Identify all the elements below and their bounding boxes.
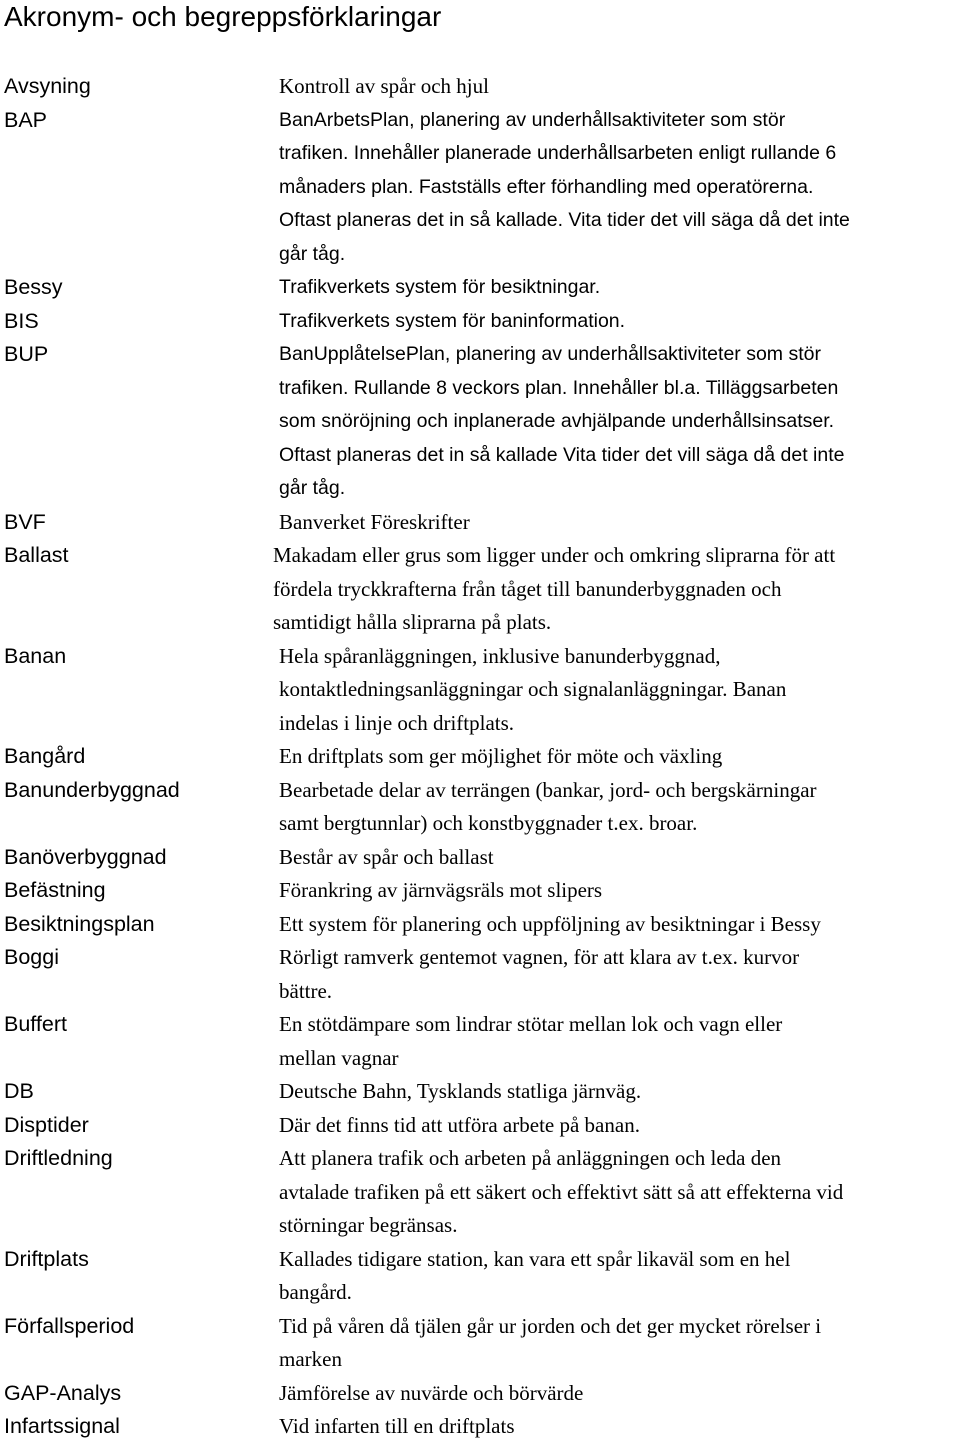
definition: Kallades tidigare station, kan vara ett spår likaväl som en hel bangård. (279, 1246, 791, 1304)
term: Förfallsperiod (4, 1313, 135, 1338)
page-title: Akronym- och begreppsförklaringar (4, 1, 442, 32)
term: Disptider (4, 1112, 89, 1137)
term: Ballast (4, 543, 69, 567)
definition: BanUpplåtelsePlan, planering av underhållsaktiviteter som stör trafiken. Rullande 8 veckors plan. Innehåller bl.a. Tilläggsarbeten som snöröjning och inplanerade avhjälpande underhållsinsatser. Oftast planeras det in så kallade Vita tider det vill säga då det inte går tåg. (279, 343, 845, 499)
glossary-entry-bup (0, 338, 960, 506)
definition: Hela spåranläggningen, inklusive banunderbyggnad, kontaktledningsanläggningar och signalanläggningar. Banan indelas i linje och driftplats. (279, 643, 787, 735)
glossary-entry-disptider (0, 1109, 960, 1143)
glossary-entry-ballast (0, 539, 960, 640)
glossary-entry-driftledning (0, 1142, 960, 1243)
definition: Kontroll av spår och hjul (279, 74, 489, 98)
definition: Trafikverkets system för baninformation. (279, 309, 626, 332)
term: BAP (4, 107, 48, 132)
definition: Rörligt ramverk gentemot vagnen, för att klara av t.ex. kurvor bättre. (279, 945, 800, 1003)
glossary-entry-bvf (0, 506, 960, 540)
definition: En stötdämpare som lindrar stötar mellan lok och vagn eller mellan vagnar (279, 1012, 783, 1070)
definition: Att planera trafik och arbeten på anläggningen och leda den avtalade trafiken på ett säkert och effektivt sätt så att effekterna vid störningar begränsas. (279, 1146, 844, 1237)
glossary-entry-avsyning (0, 70, 960, 104)
term: Avsyning (4, 74, 91, 98)
definition: Förankring av järnvägsräls mot slipers (279, 878, 603, 902)
term: Banan (4, 643, 67, 668)
term: Banöverbyggnad (4, 844, 167, 869)
term: Infartssignal (4, 1414, 120, 1438)
glossary-entry-befastning (0, 874, 960, 908)
definition: Tid på våren då tjälen går ur jorden och det ger mycket rörelser i marken (279, 1313, 822, 1371)
term: Boggi (4, 945, 59, 969)
definition: Ett system för planering och uppföljning av besiktningar i Bessy (279, 911, 821, 936)
term: Bessy (4, 275, 63, 299)
term: BIS (4, 308, 39, 333)
term: Banunderbyggnad (4, 777, 180, 802)
term: GAP-Analys (4, 1380, 122, 1405)
glossary-entry-banunderbyggnad (0, 774, 960, 841)
definition: En driftplats som ger möjlighet för möte och växling (279, 744, 723, 768)
definition: Deutsche Bahn, Tysklands statliga järnväg. (279, 1079, 642, 1103)
glossary-entry-bis (0, 305, 960, 339)
glossary-entry-forfallsperiod (0, 1310, 960, 1377)
glossary-entry-driftplats (0, 1243, 960, 1310)
glossary-entry-buffert (0, 1008, 960, 1075)
definition: Banverket Föreskrifter (279, 509, 470, 534)
glossary-entry-besiktningsplan (0, 908, 960, 942)
glossary-entry-bessy (0, 271, 960, 305)
glossary-entry-db (0, 1075, 960, 1109)
term: DB (4, 1079, 34, 1103)
definition: BanArbetsPlan, planering av underhållsaktiviteter som stör trafiken. Innehåller planerade underhållsarbeten enligt rullande 6 månaders plan. Fastställs efter förhandling med operatörerna. Oftast planeras det in så kallade. Vita tider det vill säga då det inte går tåg. (279, 108, 850, 265)
glossary-entry-infartssignal (0, 1410, 960, 1444)
glossary-entry-banoverbyggnad (0, 841, 960, 875)
term: BVF (4, 509, 46, 534)
term: Driftledning (4, 1146, 113, 1170)
definition: Vid infarten till en driftplats (279, 1414, 515, 1438)
term: Driftplats (4, 1246, 89, 1271)
definition: Jämförelse av nuvärde och börvärde (279, 1380, 584, 1405)
term: Befästning (4, 878, 106, 902)
glossary-entry-gap-analys (0, 1377, 960, 1411)
glossary-entry-boggi (0, 941, 960, 1008)
term: BUP (4, 342, 49, 366)
definition: Består av spår och ballast (279, 844, 494, 869)
glossary-entry-bap (0, 104, 960, 272)
definition: Bearbetade delar av terrängen (bankar, jord- och bergskärningar samt bergtunnlar) och konstbyggnader t.ex. broar. (279, 777, 817, 835)
glossary-entry-bangard (0, 740, 960, 774)
glossary-list (0, 70, 960, 1444)
glossary-entry-banan (0, 640, 960, 741)
term: Besiktningsplan (4, 911, 155, 936)
definition: Makadam eller grus som ligger under och omkring sliprarna för att fördela tryckkrafterna från tåget till banunderbyggnaden och samtidigt hålla sliprarna på plats. (273, 543, 836, 634)
term: Buffert (4, 1012, 67, 1036)
definition: Trafikverkets system för besiktningar. (279, 276, 601, 298)
definition: Där det finns tid att utföra arbete på banan. (279, 1112, 640, 1137)
term: Bangård (4, 744, 86, 768)
